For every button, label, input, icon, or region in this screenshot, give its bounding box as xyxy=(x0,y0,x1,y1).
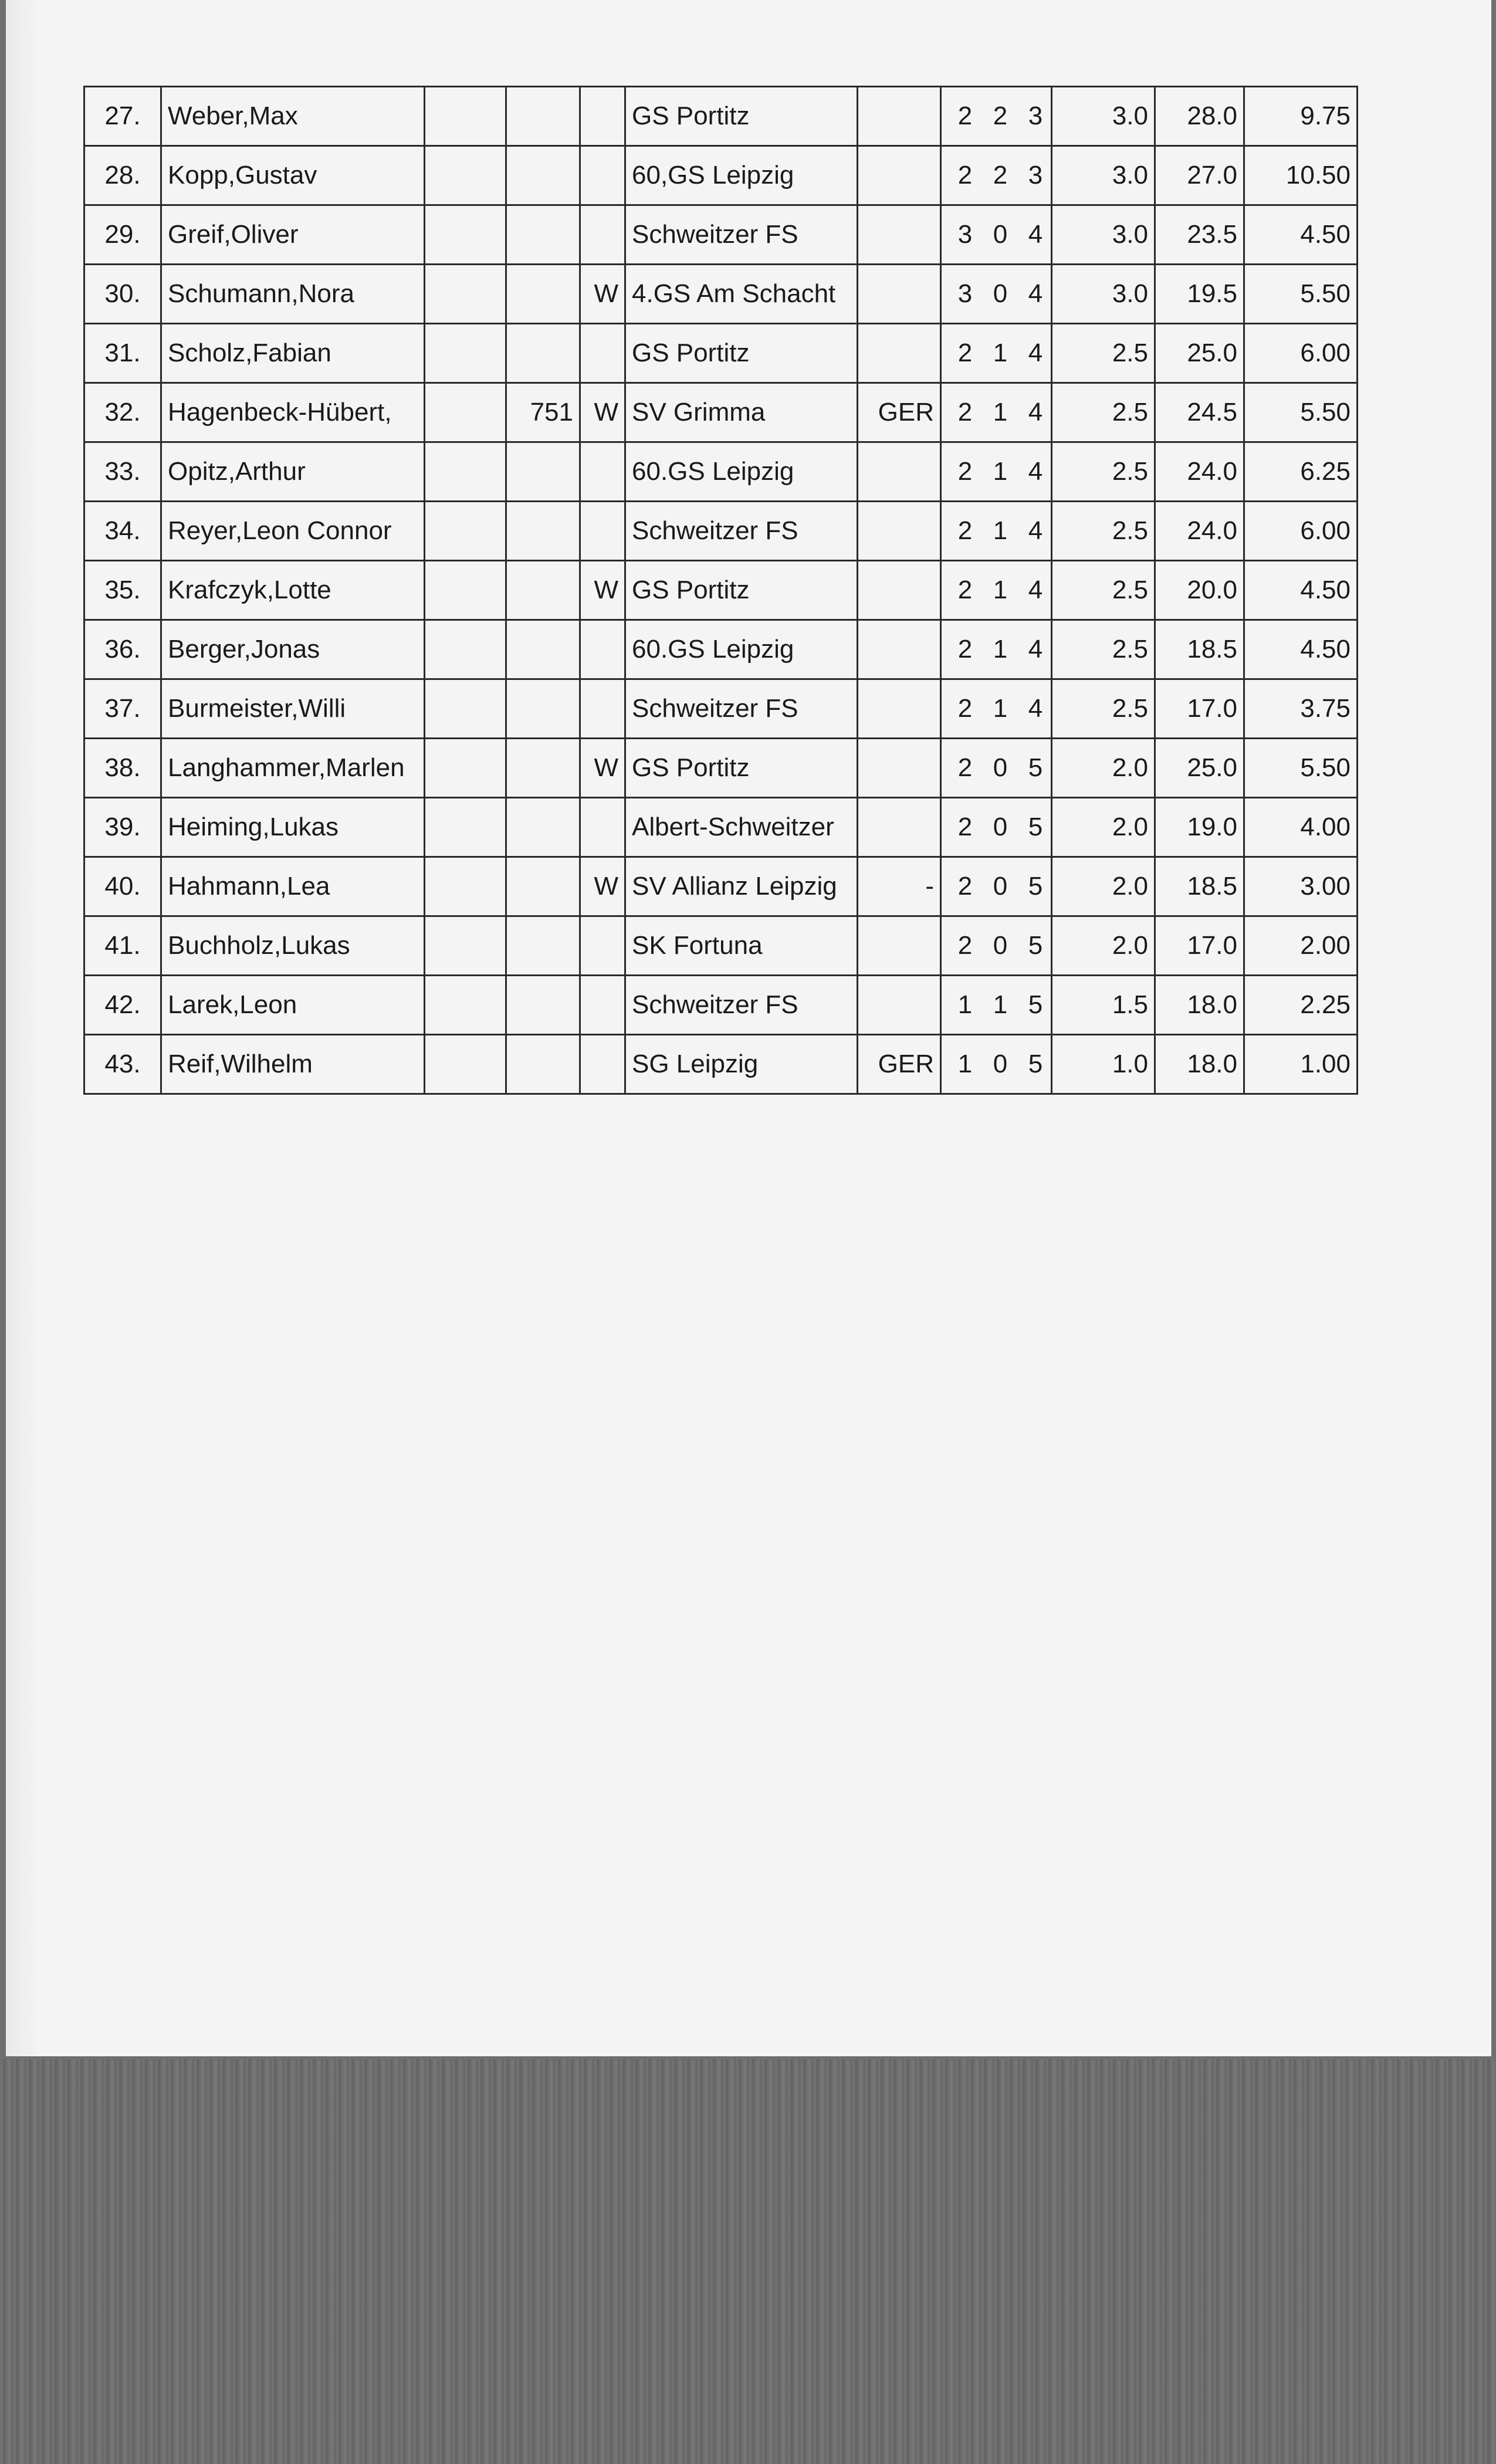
sex-cell: W xyxy=(580,561,625,620)
losses-value: 3 xyxy=(1028,161,1043,189)
player-name-cell: Reyer,Leon Connor xyxy=(161,502,425,561)
win-draw-loss-cell xyxy=(941,146,1052,205)
rating-cell xyxy=(506,87,580,146)
points-cell: 3.0 xyxy=(1052,146,1155,205)
win-draw-loss-cell xyxy=(941,620,1052,679)
draws-value: 2 xyxy=(993,161,1008,189)
table-row xyxy=(84,798,1358,857)
draws-value: 1 xyxy=(993,516,1008,545)
rating-cell xyxy=(506,502,580,561)
buchholz-cell: 24.0 xyxy=(1155,442,1244,502)
rating-cell xyxy=(506,1035,580,1094)
sex-cell xyxy=(580,502,625,561)
rating-cell: 751 xyxy=(506,383,580,442)
win-draw-loss-cell xyxy=(941,205,1052,265)
table-row xyxy=(84,205,1358,265)
points-cell: 2.0 xyxy=(1052,798,1155,857)
buchholz-cell: 24.5 xyxy=(1155,383,1244,442)
losses-value: 5 xyxy=(1028,872,1043,901)
points-cell: 3.0 xyxy=(1052,205,1155,265)
scanner-background xyxy=(0,2059,1496,2464)
rank-cell: 31. xyxy=(84,324,161,383)
player-name-cell: Hagenbeck-Hübert, xyxy=(161,383,425,442)
table-row xyxy=(84,561,1358,620)
draws-value: 1 xyxy=(993,635,1008,664)
wins-value: 2 xyxy=(957,753,973,782)
draws-value: 1 xyxy=(993,339,1008,367)
wins-value: 2 xyxy=(957,101,973,130)
draws-value: 0 xyxy=(993,872,1008,901)
points-cell: 2.5 xyxy=(1052,561,1155,620)
losses-value: 5 xyxy=(1028,1050,1043,1078)
sonneborn-berger-cell: 2.25 xyxy=(1244,976,1358,1035)
win-draw-loss-cell xyxy=(941,383,1052,442)
sonneborn-berger-cell: 2.00 xyxy=(1244,916,1358,976)
federation-cell xyxy=(858,976,941,1035)
sex-cell xyxy=(580,205,625,265)
rank-cell: 35. xyxy=(84,561,161,620)
federation-cell: - xyxy=(858,857,941,916)
buchholz-cell: 20.0 xyxy=(1155,561,1244,620)
sonneborn-berger-cell: 6.25 xyxy=(1244,442,1358,502)
club-cell: Schweitzer FS xyxy=(625,502,858,561)
win-draw-loss-cell xyxy=(941,857,1052,916)
table-row xyxy=(84,87,1358,146)
losses-value: 4 xyxy=(1028,694,1043,723)
losses-value: 4 xyxy=(1028,279,1043,308)
points-cell: 2.0 xyxy=(1052,739,1155,798)
rating-cell xyxy=(506,265,580,324)
sonneborn-berger-cell: 10.50 xyxy=(1244,146,1358,205)
draws-value: 1 xyxy=(993,576,1008,604)
table-row xyxy=(84,265,1358,324)
losses-value: 5 xyxy=(1028,753,1043,782)
sonneborn-berger-cell: 6.00 xyxy=(1244,324,1358,383)
buchholz-cell: 18.0 xyxy=(1155,1035,1244,1094)
sex-cell xyxy=(580,324,625,383)
wins-value: 3 xyxy=(957,279,973,308)
sex-cell: W xyxy=(580,265,625,324)
sonneborn-berger-cell: 3.00 xyxy=(1244,857,1358,916)
sonneborn-berger-cell: 4.00 xyxy=(1244,798,1358,857)
points-cell: 1.0 xyxy=(1052,1035,1155,1094)
losses-value: 5 xyxy=(1028,990,1043,1019)
sonneborn-berger-cell: 5.50 xyxy=(1244,739,1358,798)
player-name-cell: Schumann,Nora xyxy=(161,265,425,324)
wins-value: 2 xyxy=(957,872,973,901)
empty-cell xyxy=(425,146,506,205)
federation-cell xyxy=(858,561,941,620)
club-cell: SV Grimma xyxy=(625,383,858,442)
losses-value: 4 xyxy=(1028,220,1043,249)
federation-cell xyxy=(858,739,941,798)
draws-value: 2 xyxy=(993,101,1008,130)
points-cell: 2.5 xyxy=(1052,324,1155,383)
player-name-cell: Burmeister,Willi xyxy=(161,679,425,739)
wins-value: 2 xyxy=(957,931,973,960)
sex-cell xyxy=(580,87,625,146)
rank-cell: 33. xyxy=(84,442,161,502)
table-row xyxy=(84,1035,1358,1094)
win-draw-loss-cell xyxy=(941,976,1052,1035)
player-name-cell: Reif,Wilhelm xyxy=(161,1035,425,1094)
sex-cell xyxy=(580,976,625,1035)
buchholz-cell: 17.0 xyxy=(1155,916,1244,976)
draws-value: 1 xyxy=(993,990,1008,1019)
federation-cell xyxy=(858,205,941,265)
buchholz-cell: 19.0 xyxy=(1155,798,1244,857)
club-cell: GS Portitz xyxy=(625,739,858,798)
win-draw-loss-cell xyxy=(941,798,1052,857)
losses-value: 3 xyxy=(1028,101,1043,130)
win-draw-loss-cell xyxy=(941,739,1052,798)
draws-value: 0 xyxy=(993,1050,1008,1078)
points-cell: 2.5 xyxy=(1052,679,1155,739)
empty-cell xyxy=(425,442,506,502)
wins-value: 2 xyxy=(957,694,973,723)
player-name-cell: Krafczyk,Lotte xyxy=(161,561,425,620)
empty-cell xyxy=(425,87,506,146)
rating-cell xyxy=(506,976,580,1035)
sex-cell xyxy=(580,916,625,976)
player-name-cell: Greif,Oliver xyxy=(161,205,425,265)
rating-cell xyxy=(506,916,580,976)
club-cell: Schweitzer FS xyxy=(625,976,858,1035)
federation-cell xyxy=(858,265,941,324)
rating-cell xyxy=(506,324,580,383)
empty-cell xyxy=(425,561,506,620)
federation-cell xyxy=(858,679,941,739)
table-row xyxy=(84,916,1358,976)
wins-value: 2 xyxy=(957,813,973,841)
win-draw-loss-cell xyxy=(941,502,1052,561)
buchholz-cell: 24.0 xyxy=(1155,502,1244,561)
losses-value: 5 xyxy=(1028,813,1043,841)
federation-cell xyxy=(858,916,941,976)
wins-value: 2 xyxy=(957,635,973,664)
sex-cell xyxy=(580,798,625,857)
empty-cell xyxy=(425,324,506,383)
table-row xyxy=(84,976,1358,1035)
win-draw-loss-cell xyxy=(941,561,1052,620)
points-cell: 3.0 xyxy=(1052,265,1155,324)
federation-cell xyxy=(858,146,941,205)
buchholz-cell: 28.0 xyxy=(1155,87,1244,146)
buchholz-cell: 18.5 xyxy=(1155,620,1244,679)
sonneborn-berger-cell: 1.00 xyxy=(1244,1035,1358,1094)
sonneborn-berger-cell: 4.50 xyxy=(1244,561,1358,620)
empty-cell xyxy=(425,739,506,798)
table-row xyxy=(84,442,1358,502)
draws-value: 0 xyxy=(993,220,1008,249)
club-cell: 60.GS Leipzig xyxy=(625,620,858,679)
player-name-cell: Berger,Jonas xyxy=(161,620,425,679)
buchholz-cell: 18.5 xyxy=(1155,857,1244,916)
wins-value: 2 xyxy=(957,576,973,604)
wins-value: 2 xyxy=(957,161,973,189)
sonneborn-berger-cell: 4.50 xyxy=(1244,620,1358,679)
empty-cell xyxy=(425,383,506,442)
draws-value: 0 xyxy=(993,813,1008,841)
empty-cell xyxy=(425,679,506,739)
sex-cell xyxy=(580,1035,625,1094)
win-draw-loss-cell xyxy=(941,916,1052,976)
club-cell: 60.GS Leipzig xyxy=(625,442,858,502)
win-draw-loss-cell xyxy=(941,265,1052,324)
rating-cell xyxy=(506,857,580,916)
club-cell: GS Portitz xyxy=(625,561,858,620)
points-cell: 2.0 xyxy=(1052,916,1155,976)
sonneborn-berger-cell: 3.75 xyxy=(1244,679,1358,739)
club-cell: Albert-Schweitzer xyxy=(625,798,858,857)
empty-cell xyxy=(425,798,506,857)
win-draw-loss-cell xyxy=(941,679,1052,739)
wins-value: 2 xyxy=(957,516,973,545)
wins-value: 1 xyxy=(957,990,973,1019)
federation-cell xyxy=(858,502,941,561)
draws-value: 1 xyxy=(993,398,1008,427)
points-cell: 1.5 xyxy=(1052,976,1155,1035)
empty-cell xyxy=(425,620,506,679)
page-edge-shadow xyxy=(6,0,41,2056)
sex-cell xyxy=(580,442,625,502)
wins-value: 1 xyxy=(957,1050,973,1078)
standings-table xyxy=(83,86,1358,1095)
player-name-cell: Larek,Leon xyxy=(161,976,425,1035)
sonneborn-berger-cell: 5.50 xyxy=(1244,265,1358,324)
sex-cell: W xyxy=(580,739,625,798)
club-cell: 60,GS Leipzig xyxy=(625,146,858,205)
player-name-cell: Weber,Max xyxy=(161,87,425,146)
win-draw-loss-cell xyxy=(941,87,1052,146)
player-name-cell: Buchholz,Lukas xyxy=(161,916,425,976)
wins-value: 3 xyxy=(957,220,973,249)
rank-cell: 42. xyxy=(84,976,161,1035)
buchholz-cell: 25.0 xyxy=(1155,324,1244,383)
table-row xyxy=(84,146,1358,205)
draws-value: 0 xyxy=(993,279,1008,308)
table-row xyxy=(84,857,1358,916)
losses-value: 4 xyxy=(1028,457,1043,486)
table-row xyxy=(84,324,1358,383)
table-row xyxy=(84,679,1358,739)
rank-cell: 43. xyxy=(84,1035,161,1094)
rating-cell xyxy=(506,620,580,679)
rank-cell: 38. xyxy=(84,739,161,798)
player-name-cell: Langhammer,Marlen xyxy=(161,739,425,798)
buchholz-cell: 19.5 xyxy=(1155,265,1244,324)
rank-cell: 34. xyxy=(84,502,161,561)
empty-cell xyxy=(425,857,506,916)
points-cell: 2.5 xyxy=(1052,383,1155,442)
player-name-cell: Opitz,Arthur xyxy=(161,442,425,502)
club-cell: GS Portitz xyxy=(625,324,858,383)
rank-cell: 28. xyxy=(84,146,161,205)
win-draw-loss-cell xyxy=(941,324,1052,383)
sonneborn-berger-cell: 6.00 xyxy=(1244,502,1358,561)
club-cell: GS Portitz xyxy=(625,87,858,146)
club-cell: SK Fortuna xyxy=(625,916,858,976)
club-cell: SG Leipzig xyxy=(625,1035,858,1094)
points-cell: 2.5 xyxy=(1052,620,1155,679)
player-name-cell: Kopp,Gustav xyxy=(161,146,425,205)
losses-value: 5 xyxy=(1028,931,1043,960)
rank-cell: 32. xyxy=(84,383,161,442)
wins-value: 2 xyxy=(957,398,973,427)
table-row xyxy=(84,502,1358,561)
sex-cell xyxy=(580,146,625,205)
rank-cell: 41. xyxy=(84,916,161,976)
player-name-cell: Hahmann,Lea xyxy=(161,857,425,916)
player-name-cell: Heiming,Lukas xyxy=(161,798,425,857)
rating-cell xyxy=(506,205,580,265)
buchholz-cell: 23.5 xyxy=(1155,205,1244,265)
sex-cell xyxy=(580,679,625,739)
buchholz-cell: 17.0 xyxy=(1155,679,1244,739)
empty-cell xyxy=(425,502,506,561)
empty-cell xyxy=(425,1035,506,1094)
losses-value: 4 xyxy=(1028,398,1043,427)
buchholz-cell: 25.0 xyxy=(1155,739,1244,798)
losses-value: 4 xyxy=(1028,576,1043,604)
federation-cell: GER xyxy=(858,383,941,442)
losses-value: 4 xyxy=(1028,635,1043,664)
federation-cell xyxy=(858,798,941,857)
federation-cell: GER xyxy=(858,1035,941,1094)
buchholz-cell: 27.0 xyxy=(1155,146,1244,205)
rating-cell xyxy=(506,146,580,205)
rank-cell: 30. xyxy=(84,265,161,324)
rating-cell xyxy=(506,679,580,739)
rating-cell xyxy=(506,798,580,857)
empty-cell xyxy=(425,916,506,976)
points-cell: 2.5 xyxy=(1052,442,1155,502)
rank-cell: 39. xyxy=(84,798,161,857)
losses-value: 4 xyxy=(1028,516,1043,545)
player-name-cell: Scholz,Fabian xyxy=(161,324,425,383)
sonneborn-berger-cell: 4.50 xyxy=(1244,205,1358,265)
rating-cell xyxy=(506,739,580,798)
empty-cell xyxy=(425,205,506,265)
empty-cell xyxy=(425,976,506,1035)
points-cell: 2.0 xyxy=(1052,857,1155,916)
club-cell: Schweitzer FS xyxy=(625,205,858,265)
club-cell: Schweitzer FS xyxy=(625,679,858,739)
points-cell: 3.0 xyxy=(1052,87,1155,146)
draws-value: 1 xyxy=(993,457,1008,486)
draws-value: 1 xyxy=(993,694,1008,723)
rating-cell xyxy=(506,442,580,502)
sex-cell: W xyxy=(580,857,625,916)
draws-value: 0 xyxy=(993,931,1008,960)
standings-body xyxy=(84,87,1358,1094)
win-draw-loss-cell xyxy=(941,442,1052,502)
rank-cell: 27. xyxy=(84,87,161,146)
rank-cell: 36. xyxy=(84,620,161,679)
sex-cell xyxy=(580,620,625,679)
empty-cell xyxy=(425,265,506,324)
sex-cell: W xyxy=(580,383,625,442)
federation-cell xyxy=(858,87,941,146)
table-row xyxy=(84,620,1358,679)
rating-cell xyxy=(506,561,580,620)
rank-cell: 29. xyxy=(84,205,161,265)
club-cell: 4.GS Am Schacht xyxy=(625,265,858,324)
sonneborn-berger-cell: 5.50 xyxy=(1244,383,1358,442)
losses-value: 4 xyxy=(1028,339,1043,367)
table-row xyxy=(84,739,1358,798)
points-cell: 2.5 xyxy=(1052,502,1155,561)
rank-cell: 37. xyxy=(84,679,161,739)
federation-cell xyxy=(858,324,941,383)
club-cell: SV Allianz Leipzig xyxy=(625,857,858,916)
wins-value: 2 xyxy=(957,457,973,486)
wins-value: 2 xyxy=(957,339,973,367)
federation-cell xyxy=(858,620,941,679)
win-draw-loss-cell xyxy=(941,1035,1052,1094)
table-row xyxy=(84,383,1358,442)
buchholz-cell: 18.0 xyxy=(1155,976,1244,1035)
rank-cell: 40. xyxy=(84,857,161,916)
sonneborn-berger-cell: 9.75 xyxy=(1244,87,1358,146)
federation-cell xyxy=(858,442,941,502)
draws-value: 0 xyxy=(993,753,1008,782)
